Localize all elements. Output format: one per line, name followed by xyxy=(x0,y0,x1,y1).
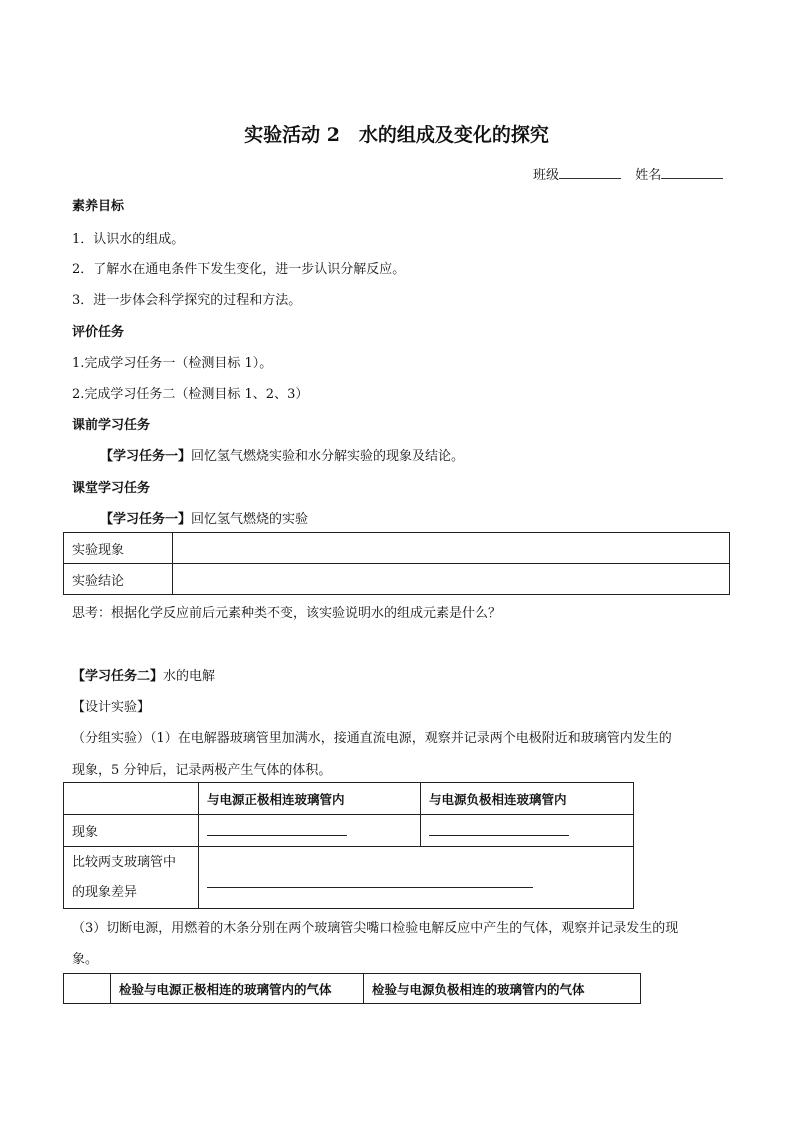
row-label-line: 比较两支玻璃管中 xyxy=(72,854,177,870)
answer-cell[interactable] xyxy=(173,533,730,564)
name-blank[interactable] xyxy=(661,166,723,179)
header-positive-gas: 检验与电源正极相连的玻璃管内的气体 xyxy=(111,974,364,1004)
class-label: 班级 xyxy=(533,168,560,183)
table-row xyxy=(64,974,641,1004)
task-tag: 【学习任务二】 xyxy=(72,669,164,684)
table-row xyxy=(64,533,730,564)
table-row xyxy=(64,564,730,595)
table-row xyxy=(64,815,634,847)
think-question: 思考：根据化学反应前后元素种类不变，该实验说明水的组成元素是什么？ xyxy=(72,606,502,621)
step1-text: （分组实验）（1）在电解器玻璃管里加满水，接通直流电源，观察并记录两个电极附近和玻璃管内发生的 xyxy=(72,731,672,746)
row-label-line: 的现象差异 xyxy=(72,884,138,900)
section-heading-preclass: 课前学习任务 xyxy=(72,418,151,433)
task-text: 回忆氢气燃烧实验和水分解实验的现象及结论。 xyxy=(191,449,465,464)
row-label-comparison xyxy=(64,847,199,909)
row-label-phenomenon: 现象 xyxy=(64,815,199,847)
row-label-phenomenon: 实验现象 xyxy=(64,533,173,564)
step3-text: 象。 xyxy=(72,952,99,967)
hydrogen-combustion-table xyxy=(63,532,730,595)
evaluation-item: 2.完成学习任务二（检测目标 1、2、3） xyxy=(72,387,309,402)
answer-cell[interactable] xyxy=(421,815,634,847)
answer-cell[interactable] xyxy=(199,815,421,847)
evaluation-item: 1.完成学习任务一（检测目标 1）。 xyxy=(72,356,273,371)
task-text: 回忆氢气燃烧的实验 xyxy=(191,512,309,527)
step3-text: （3）切断电源，用燃着的木条分别在两个玻璃管尖嘴口检验电解反应中产生的气体，观察并记录发生的现 xyxy=(72,921,679,936)
electrolysis-table xyxy=(63,782,634,909)
class-name-line xyxy=(533,164,723,183)
task-text: 水的电解 xyxy=(163,669,216,684)
answer-line[interactable] xyxy=(207,863,533,888)
table-row xyxy=(64,847,634,909)
row-label-conclusion: 实验结论 xyxy=(64,564,173,595)
inclass-task-one xyxy=(100,508,308,527)
empty-header-cell xyxy=(64,974,111,1004)
table-row xyxy=(64,783,634,815)
preclass-task xyxy=(100,445,464,464)
answer-cell[interactable] xyxy=(199,847,634,909)
answer-cell[interactable] xyxy=(173,564,730,595)
goal-item: 1．认识水的组成。 xyxy=(72,232,185,247)
section-heading-goals: 素养目标 xyxy=(72,199,125,214)
step1-text: 现象，5 分钟后，记录两极产生气体的体积。 xyxy=(72,763,332,778)
goal-item: 2．了解水在通电条件下发生变化，进一步认识分解反应。 xyxy=(72,262,406,277)
header-negative-tube: 与电源负极相连玻璃管内 xyxy=(421,783,634,815)
section-heading-evaluation: 评价任务 xyxy=(72,325,125,340)
name-label: 姓名 xyxy=(635,168,662,183)
header-positive-tube: 与电源正极相连玻璃管内 xyxy=(199,783,421,815)
answer-line[interactable] xyxy=(429,821,569,836)
section-heading-inclass: 课堂学习任务 xyxy=(72,481,151,496)
goal-item: 3．进一步体会科学探究的过程和方法。 xyxy=(72,293,302,308)
answer-line[interactable] xyxy=(207,821,347,836)
empty-header-cell xyxy=(64,783,199,815)
page-title: 实验活动 2 水的组成及变化的探究 xyxy=(244,124,549,146)
task-tag: 【学习任务一】 xyxy=(100,512,192,527)
design-experiment-label: 【设计实验】 xyxy=(72,700,151,715)
header-negative-gas: 检验与电源负极相连的玻璃管内的气体 xyxy=(364,974,641,1004)
gas-test-table xyxy=(63,973,641,1004)
class-blank[interactable] xyxy=(559,166,621,179)
task-tag: 【学习任务一】 xyxy=(100,449,192,464)
task-two-heading xyxy=(72,665,215,684)
